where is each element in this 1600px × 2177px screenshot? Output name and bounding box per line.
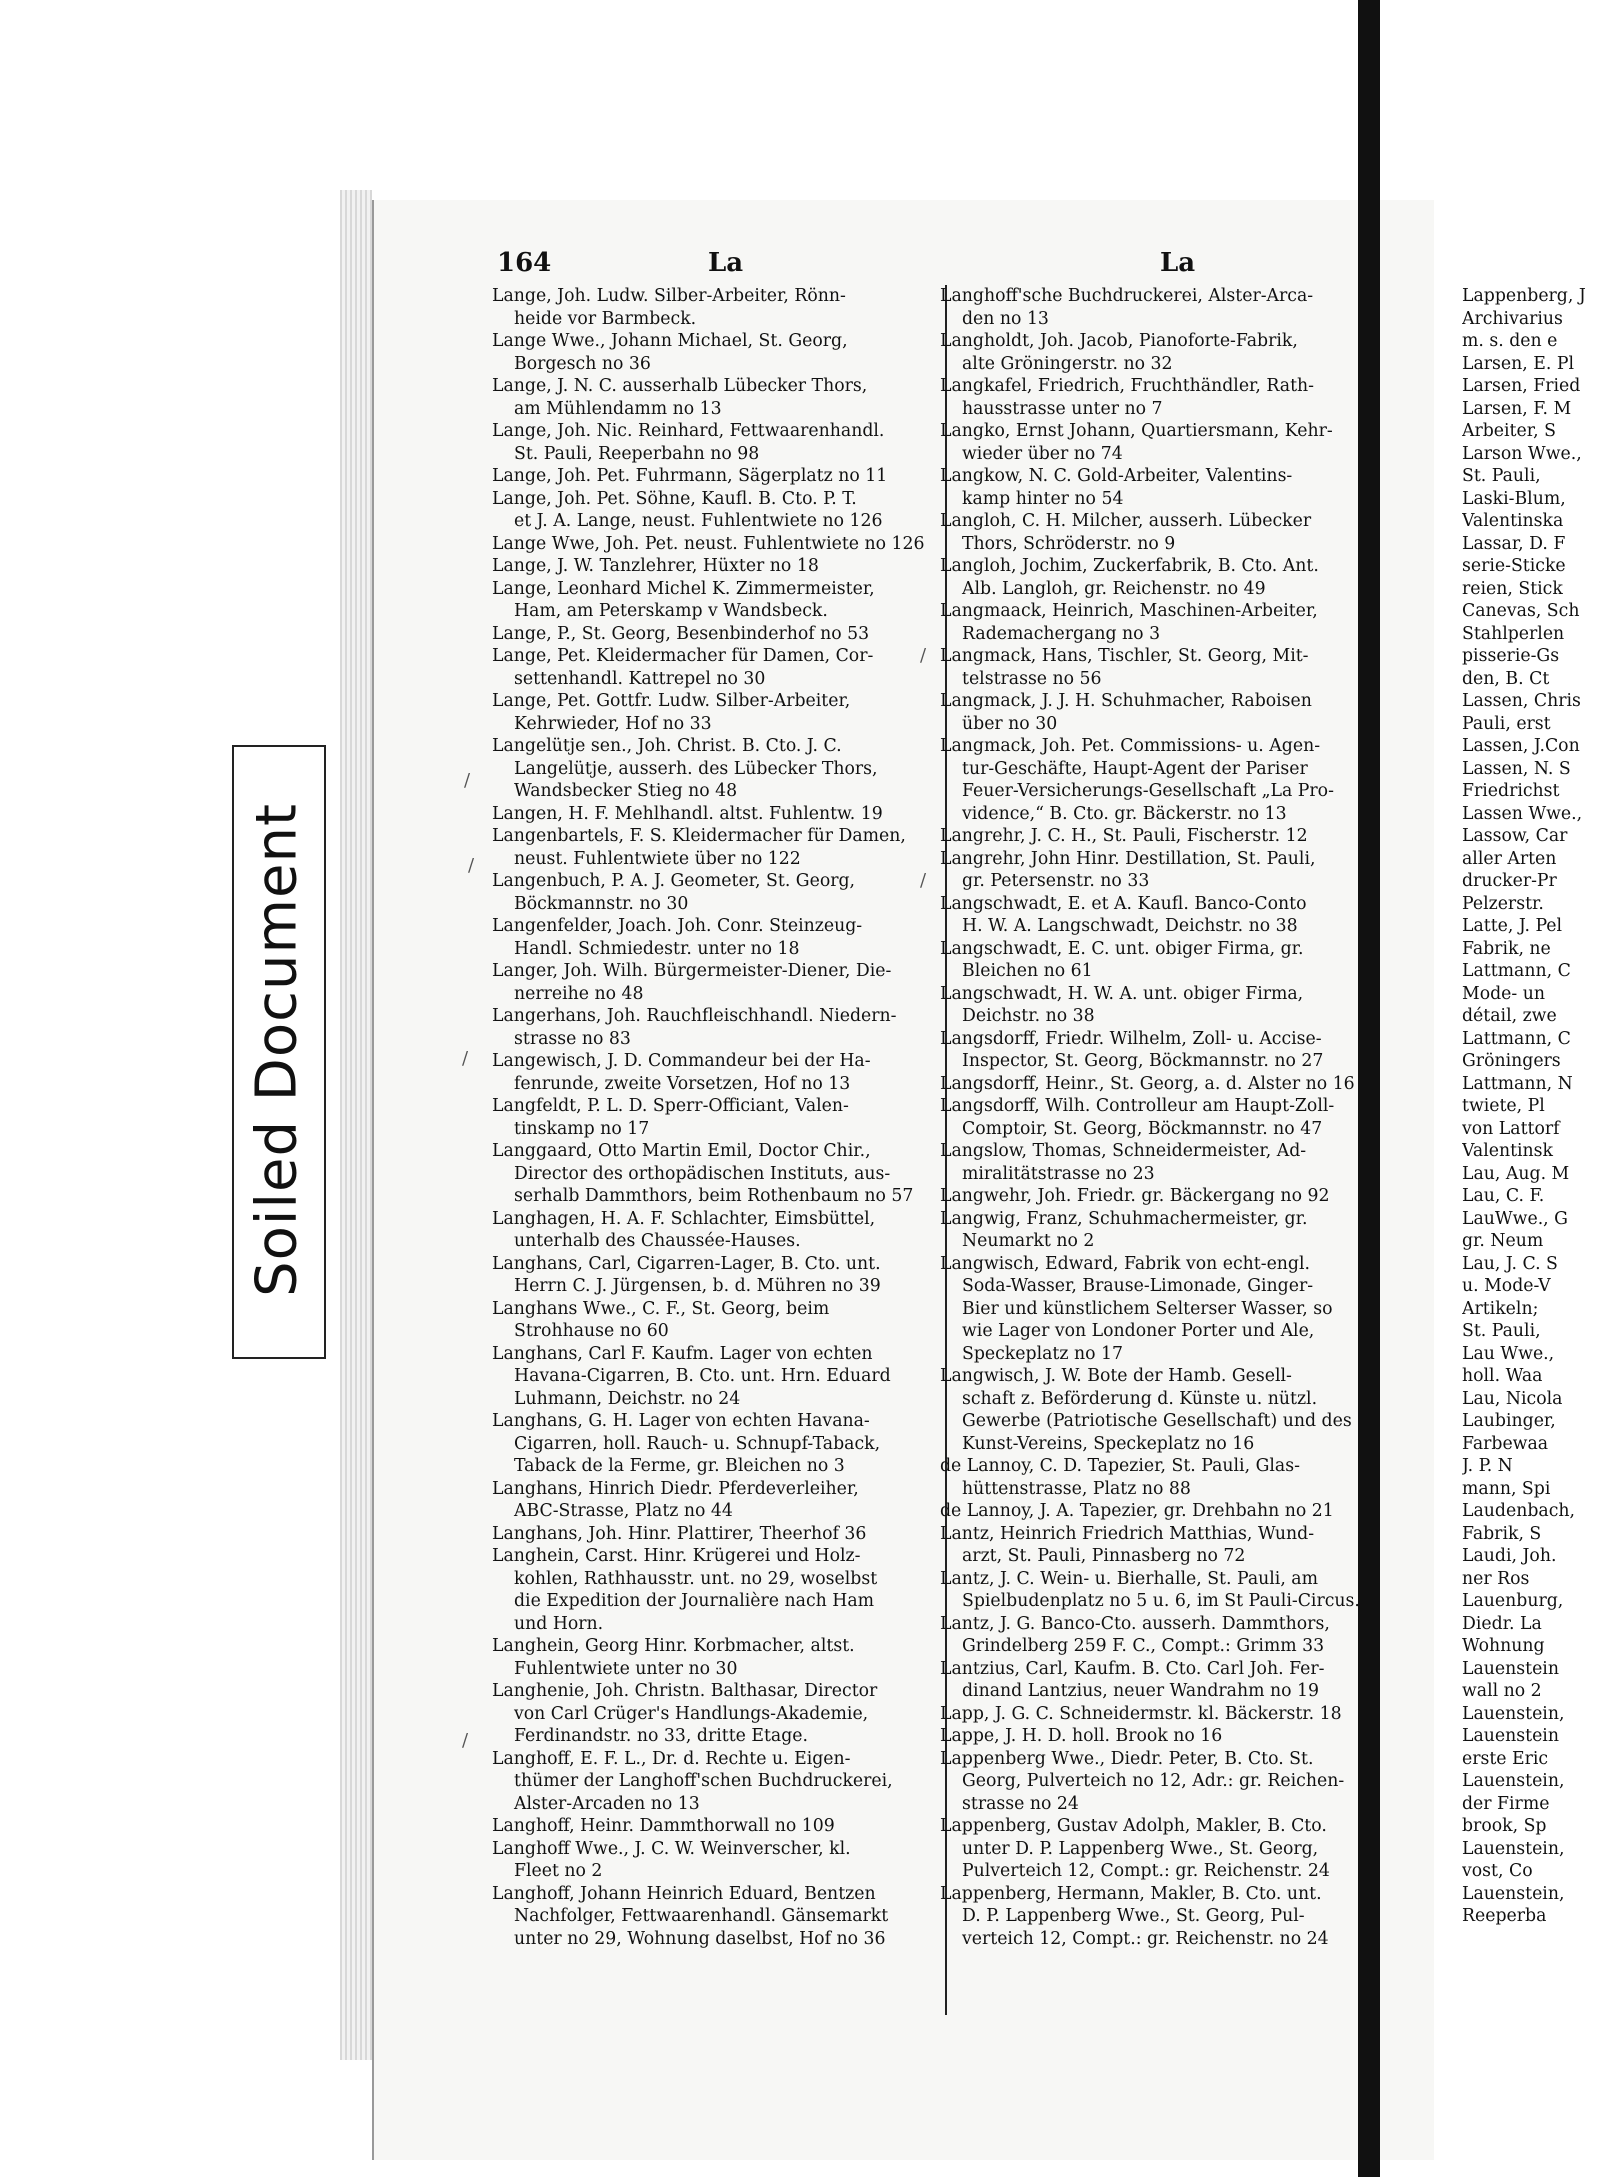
directory-line: Langschwadt, H. W. A. unt. obiger Firma,	[940, 983, 1304, 1004]
next-page-line: Lassen, J.Con	[1462, 736, 1580, 756]
directory-line: nerreihe no 48	[514, 983, 644, 1004]
directory-line: Deichstr. no 38	[962, 1006, 1095, 1026]
directory-line: dinand Lantzius, neuer Wandrahm no 19	[962, 1681, 1319, 1701]
directory-line: Georg, Pulverteich no 12, Adr.: gr. Reichen-	[962, 1771, 1345, 1791]
directory-line: unterhalb des Chaussée-Hauses.	[514, 1231, 801, 1251]
next-page-line: Archivarius	[1462, 308, 1563, 329]
directory-line: Lappenberg, Hermann, Makler, B. Cto. unt.	[940, 1883, 1322, 1904]
next-page-line: der Firme	[1462, 1793, 1550, 1814]
directory-line: Lange, Joh. Pet. Fuhrmann, Sägerplatz no 11	[492, 466, 888, 486]
next-page-line: gr. Neum	[1462, 1231, 1544, 1251]
directory-line: Lapp, J. G. C. Schneidermstr. kl. Bäckerstr. 18	[940, 1703, 1342, 1724]
directory-line: Langholdt, Joh. Jacob, Pianoforte-Fabrik,	[940, 331, 1298, 351]
directory-line: hüttenstrasse, Platz no 88	[962, 1478, 1191, 1499]
directory-line: Lappe, J. H. D. holl. Brook no 16	[940, 1726, 1223, 1746]
directory-line: Kehrwieder, Hof no 33	[514, 713, 712, 734]
directory-line: Pulverteich 12, Compt.: gr. Reichenstr. 24	[962, 1861, 1330, 1881]
directory-line: Langhoff, Heinr. Dammthorwall no 109	[492, 1816, 835, 1836]
next-page-line: den, B. Ct	[1462, 668, 1550, 689]
directory-line: Langenfelder, Joach. Joh. Conr. Steinzeug-	[492, 916, 863, 936]
directory-line: tur-Geschäfte, Haupt-Agent der Pariser	[962, 758, 1308, 779]
directory-line: Herrn C. J. Jürgensen, b. d. Mühren no 39	[514, 1276, 881, 1296]
directory-line: Langsdorff, Wilh. Controlleur am Haupt-Zoll-	[940, 1096, 1335, 1116]
directory-line: Lange Wwe., Johann Michael, St. Georg,	[492, 331, 848, 351]
next-page-line: Lauenstein,	[1462, 1883, 1565, 1904]
directory-line: Comptoir, St. Georg, Böckmannstr. no 47	[962, 1118, 1323, 1139]
next-page-line: Reeperba	[1462, 1906, 1547, 1926]
directory-line: Langhein, Georg Hinr. Korbmacher, altst.	[492, 1636, 855, 1656]
directory-line: Grindelberg 259 F. C., Compt.: Grimm 33	[962, 1636, 1325, 1656]
next-page-column	[1462, 285, 1600, 1928]
directory-line: Taback de la Ferme, gr. Bleichen no 3	[514, 1456, 845, 1476]
directory-line: fenrunde, zweite Vorsetzen, Hof no 13	[514, 1073, 851, 1094]
next-page-line: Lau, Nicola	[1462, 1388, 1563, 1409]
directory-line: Soda-Wasser, Brause-Limonade, Ginger-	[962, 1276, 1314, 1296]
next-page-line: Artikeln;	[1462, 1298, 1539, 1319]
directory-line: Strohhause no 60	[514, 1321, 669, 1341]
directory-line: gr. Petersenstr. no 33	[962, 871, 1150, 891]
directory-line: Lantzius, Carl, Kaufm. B. Cto. Carl Joh. Fer-	[940, 1658, 1325, 1679]
directory-line: Fleet no 2	[514, 1861, 603, 1881]
next-page-line: m. s. den e	[1462, 331, 1558, 351]
directory-line: Alster-Arcaden no 13	[514, 1793, 700, 1814]
next-page-line: Lauenstein,	[1462, 1838, 1565, 1859]
directory-line: Langerhans, Joh. Rauchfleischhandl. Niedern-	[492, 1006, 897, 1026]
directory-line: Langhans, G. H. Lager von echten Havana-	[492, 1411, 870, 1431]
directory-line: Lange, Pet. Gottfr. Ludw. Silber-Arbeiter,	[492, 691, 851, 711]
directory-line: Bleichen no 61	[962, 961, 1093, 981]
next-page-line: Laudenbach,	[1462, 1501, 1575, 1521]
directory-line: telstrasse no 56	[962, 668, 1102, 689]
next-page-line: wall no 2	[1462, 1681, 1542, 1701]
directory-line: Langhans Wwe., C. F., St. Georg, beim	[492, 1298, 830, 1319]
next-page-line: Laski-Blum,	[1462, 488, 1566, 509]
next-page-line: Fabrik, S	[1462, 1523, 1542, 1544]
directory-line: Lantz, Heinrich Friedrich Matthias, Wund-	[940, 1523, 1315, 1544]
next-page-line: Fabrik, ne	[1462, 938, 1551, 959]
next-page-line: Lassen Wwe.,	[1462, 803, 1583, 824]
next-page-line: St. Pauli,	[1462, 1321, 1541, 1341]
directory-line: Langer, Joh. Wilh. Bürgermeister-Diener, Die-	[492, 961, 892, 981]
directory-line: über no 30	[962, 713, 1058, 734]
next-page-line: Lauenstein	[1462, 1658, 1559, 1679]
directory-line: et J. A. Lange, neust. Fuhlentwiete no 126	[514, 511, 883, 531]
directory-line: Lange, Pet. Kleidermacher für Damen, Cor-	[492, 646, 874, 666]
directory-line: D. P. Lappenberg Wwe., St. Georg, Pul-	[962, 1906, 1305, 1926]
directory-line: Langhoff'sche Buchdruckerei, Alster-Arca-	[940, 286, 1314, 306]
directory-line: Lange, Joh. Nic. Reinhard, Fettwaarenhandl.	[492, 421, 885, 441]
directory-line: strasse no 24	[962, 1793, 1079, 1814]
directory-line: Lange, P., St. Georg, Besenbinderhof no 53	[492, 623, 870, 644]
next-page-line: Wohnung	[1462, 1636, 1545, 1656]
directory-line: vidence,“ B. Cto. gr. Bäckerstr. no 13	[962, 803, 1287, 824]
directory-line: Langkow, N. C. Gold-Arbeiter, Valentins-	[940, 466, 1293, 486]
directory-line: wieder über no 74	[962, 443, 1123, 464]
directory-line: Borgesch no 36	[514, 353, 651, 374]
left-heading: La	[708, 248, 744, 278]
directory-line: alte Gröningerstr. no 32	[962, 353, 1173, 374]
directory-line: kamp hinter no 54	[962, 488, 1124, 509]
directory-line: Neumarkt no 2	[962, 1231, 1095, 1251]
directory-line: Langschwadt, E. C. unt. obiger Firma, gr.	[940, 938, 1304, 959]
directory-line: Ham, am Peterskamp v Wandsbeck.	[514, 601, 828, 621]
next-page-line: Lau, J. C. S	[1462, 1253, 1558, 1274]
directory-line: schaft z. Beförderung d. Künste u. nützl.	[962, 1388, 1318, 1409]
directory-line: die Expedition der Journalière nach Ham	[514, 1591, 875, 1611]
page-number: 164	[497, 248, 552, 278]
directory-line: Langwehr, Joh. Friedr. gr. Bäckergang no 92	[940, 1186, 1330, 1206]
next-page-line: Lauenburg,	[1462, 1591, 1564, 1611]
next-page-line: Larsen, F. M	[1462, 398, 1572, 419]
directory-line: Langrehr, J. C. H., St. Pauli, Fischerstr. 12	[940, 826, 1308, 846]
directory-line: Lantz, J. C. Wein- u. Bierhalle, St. Pauli, am	[940, 1568, 1318, 1589]
margin-mark: /	[464, 770, 471, 791]
margin-mark: /	[920, 645, 927, 666]
directory-line: Alb. Langloh, gr. Reichenstr. no 49	[962, 578, 1266, 599]
next-page-line: Lau, Aug. M	[1462, 1163, 1570, 1184]
margin-mark: /	[920, 870, 927, 891]
directory-line: Langen, H. F. Mehlhandl. altst. Fuhlentw. 19	[492, 803, 883, 824]
next-page-line: mann, Spi	[1462, 1478, 1551, 1499]
next-page-line: Lauenstein,	[1462, 1771, 1565, 1791]
directory-line: Ferdinandstr. no 33, dritte Etage.	[514, 1726, 809, 1746]
directory-line: Langwisch, Edward, Fabrik von echt-engl.	[940, 1253, 1311, 1274]
directory-line: Speckeplatz no 17	[962, 1343, 1123, 1364]
next-page-line: Stahlperlen	[1462, 623, 1565, 644]
next-page-line: Pauli, erst	[1462, 713, 1551, 734]
next-page-line: Friedrichst	[1462, 781, 1560, 801]
directory-line: Langhans, Joh. Hinr. Plattirer, Theerhof 36	[492, 1523, 867, 1544]
next-page-line: u. Mode-V	[1462, 1276, 1551, 1296]
next-page-line: pisserie-Gs	[1462, 646, 1560, 666]
directory-line: den no 13	[962, 308, 1049, 329]
directory-line: Kunst-Vereins, Speckeplatz no 16	[962, 1433, 1255, 1454]
directory-line: von Carl Crüger's Handlungs-Akademie,	[514, 1703, 869, 1724]
next-page-line: Lattmann, N	[1462, 1073, 1573, 1094]
directory-line: Langko, Ernst Johann, Quartiersmann, Kehr-	[940, 421, 1333, 441]
directory-line: Langenbuch, P. A. J. Geometer, St. Georg,	[492, 871, 856, 891]
directory-line: Handl. Schmiedestr. unter no 18	[514, 938, 800, 959]
next-page-line: Lappenberg, J	[1462, 286, 1586, 306]
soiled-document-label: Soiled Document	[244, 803, 310, 1297]
directory-line: ABC-Strasse, Platz no 44	[514, 1501, 733, 1521]
book-spine	[340, 190, 372, 2060]
directory-line: Lange, Joh. Pet. Söhne, Kaufl. B. Cto. P. T.	[492, 488, 857, 509]
directory-line: thümer der Langhoff'schen Buchdruckerei,	[514, 1771, 893, 1791]
next-page-line: Diedr. La	[1462, 1613, 1542, 1634]
directory-line: neust. Fuhlentwiete über no 122	[514, 848, 801, 869]
directory-line: Langhans, Carl F. Kaufm. Lager von echten	[492, 1343, 873, 1364]
margin-mark: /	[468, 855, 475, 876]
directory-line: Langschwadt, E. et A. Kaufl. Banco-Conto	[940, 893, 1307, 914]
directory-line: Lange Wwe, Joh. Pet. neust. Fuhlentwiete no 126	[492, 533, 925, 554]
next-page-line: Lau Wwe.,	[1462, 1343, 1555, 1364]
directory-line: Langhenie, Joh. Christn. Balthasar, Director	[492, 1681, 878, 1701]
next-page-line: Laubinger,	[1462, 1411, 1556, 1431]
directory-line: miralitätstrasse no 23	[962, 1163, 1155, 1184]
directory-line: Langhoff, Johann Heinrich Eduard, Bentzen	[492, 1883, 876, 1904]
directory-line: de Lannoy, J. A. Tapezier, gr. Drehbahn no 21	[940, 1501, 1334, 1521]
next-page-line: détail, zwe	[1462, 1006, 1557, 1026]
directory-line: settenhandl. Kattrepel no 30	[514, 668, 766, 689]
next-page-line: Valentinska	[1462, 511, 1564, 531]
directory-line: Havana-Cigarren, B. Cto. unt. Hrn. Eduard	[514, 1366, 891, 1386]
next-page-line: Larson Wwe.,	[1462, 443, 1582, 464]
directory-line: H. W. A. Langschwadt, Deichstr. no 38	[962, 916, 1298, 936]
directory-line: Director des orthopädischen Instituts, aus-	[514, 1163, 891, 1184]
directory-line: Lange, J. W. Tanzlehrer, Hüxter no 18	[492, 556, 819, 576]
directory-line: Langhans, Hinrich Diedr. Pferdeverleiher,	[492, 1478, 859, 1499]
directory-line: verteich 12, Compt.: gr. Reichenstr. no 24	[962, 1928, 1329, 1949]
directory-line: Langmack, Joh. Pet. Commissions- u. Agen-	[940, 736, 1321, 756]
directory-line: tinskamp no 17	[514, 1118, 650, 1139]
directory-line: Lappenberg Wwe., Diedr. Peter, B. Cto. St.	[940, 1748, 1314, 1769]
directory-line: Bier und künstlichem Selterser Wasser, so	[962, 1298, 1333, 1319]
next-page-line: Lauenstein,	[1462, 1703, 1565, 1724]
directory-line: Langmack, Hans, Tischler, St. Georg, Mit-	[940, 646, 1309, 666]
directory-line: Langhoff Wwe., J. C. W. Weinverscher, kl.	[492, 1838, 851, 1859]
next-page-line: St. Pauli,	[1462, 466, 1541, 486]
directory-line: Lange, Joh. Ludw. Silber-Arbeiter, Rönn-	[492, 286, 846, 306]
next-page-line: Lassar, D. F	[1462, 533, 1566, 554]
directory-line: Lange, J. N. C. ausserhalb Lübecker Thors,	[492, 376, 868, 396]
next-page-line: Latte, J. Pel	[1462, 916, 1563, 936]
next-page-line: vost, Co	[1462, 1861, 1533, 1881]
next-page-line: Lassen, Chris	[1462, 691, 1581, 711]
directory-line: Rademachergang no 3	[962, 623, 1161, 644]
left-column	[492, 285, 942, 1950]
next-page-line: serie-Sticke	[1462, 556, 1566, 576]
next-page-line: Lau, C. F.	[1462, 1186, 1545, 1206]
directory-line: Langhoff, E. F. L., Dr. d. Rechte u. Eigen-	[492, 1748, 851, 1769]
directory-line: strasse no 83	[514, 1028, 631, 1049]
directory-line: Langewisch, J. D. Commandeur bei der Ha-	[492, 1051, 871, 1071]
next-page-line: ner Ros	[1462, 1568, 1530, 1589]
directory-line: Langhein, Carst. Hinr. Krügerei und Holz-	[492, 1546, 861, 1566]
next-page-line: Pelzerstr.	[1462, 893, 1544, 914]
right-heading: La	[1160, 248, 1196, 278]
next-page-line: brook, Sp	[1462, 1816, 1547, 1836]
next-page-line: LauWwe., G	[1462, 1208, 1568, 1229]
next-page-line: Lassow, Car	[1462, 826, 1568, 846]
next-page-line: drucker-Pr	[1462, 871, 1557, 891]
directory-line: Langmack, J. J. H. Schuhmacher, Raboisen	[940, 691, 1312, 711]
next-page-line: Larsen, E. Pl	[1462, 353, 1575, 374]
directory-line: Cigarren, holl. Rauch- u. Schnupf-Taback,	[514, 1433, 881, 1454]
directory-line: am Mühlendamm no 13	[514, 398, 722, 419]
directory-line: Lange, Leonhard Michel K. Zimmermeister,	[492, 578, 875, 599]
directory-line: unter no 29, Wohnung daselbst, Hof no 36	[514, 1928, 886, 1949]
directory-line: arzt, St. Pauli, Pinnasberg no 72	[962, 1546, 1246, 1566]
directory-line: Langhagen, H. A. F. Schlachter, Eimsbüttel,	[492, 1208, 876, 1229]
next-page-line: Gröningers	[1462, 1051, 1561, 1071]
directory-line: Langelütje, ausserh. des Lübecker Thors,	[514, 758, 878, 779]
directory-line: Langloh, C. H. Milcher, ausserh. Lübecker	[940, 511, 1312, 531]
directory-line: Langhans, Carl, Cigarren-Lager, B. Cto. unt.	[492, 1253, 881, 1274]
directory-line: Langsdorff, Heinr., St. Georg, a. d. Alster no 16	[940, 1073, 1355, 1094]
next-page-line: Farbewaa	[1462, 1433, 1549, 1454]
directory-line: Langwig, Franz, Schuhmachermeister, gr.	[940, 1208, 1308, 1229]
directory-line: Langsdorff, Friedr. Wilhelm, Zoll- u. Accise-	[940, 1028, 1322, 1049]
margin-mark: /	[462, 1730, 469, 1751]
next-page-line: von Lattorf	[1462, 1118, 1560, 1139]
directory-line: Langenbartels, F. S. Kleidermacher für Damen,	[492, 826, 906, 846]
directory-line: Lappenberg, Gustav Adolph, Makler, B. Cto.	[940, 1816, 1327, 1836]
directory-line: Inspector, St. Georg, Böckmannstr. no 27	[962, 1051, 1324, 1071]
next-page-line: Mode- un	[1462, 983, 1545, 1004]
directory-line: wie Lager von Londoner Porter und Ale,	[962, 1321, 1315, 1341]
directory-line: St. Pauli, Reeperbahn no 98	[514, 443, 760, 464]
directory-line: und Horn.	[514, 1613, 604, 1634]
directory-line: Fuhlentwiete unter no 30	[514, 1658, 738, 1679]
directory-line: Luhmann, Deichstr. no 24	[514, 1388, 741, 1409]
directory-line: Böckmannstr. no 30	[514, 893, 689, 914]
directory-line: Spielbudenplatz no 5 u. 6, im St Pauli-Circus.	[962, 1591, 1360, 1611]
directory-line: Lantz, J. G. Banco-Cto. ausserh. Dammthors,	[940, 1613, 1330, 1634]
directory-line: kohlen, Rathhausstr. unt. no 29, woselbst	[514, 1568, 878, 1589]
directory-line: Langwisch, J. W. Bote der Hamb. Gesell-	[940, 1366, 1292, 1386]
next-page-line: Lauenstein	[1462, 1726, 1559, 1746]
directory-line: Langslow, Thomas, Schneidermeister, Ad-	[940, 1141, 1307, 1161]
directory-line: Nachfolger, Fettwaarenhandl. Gänsemarkt	[514, 1906, 889, 1926]
next-page-line: Valentinsk	[1462, 1141, 1554, 1161]
next-page-line: erste Eric	[1462, 1748, 1549, 1769]
directory-line: Langkafel, Friedrich, Fruchthändler, Rath-	[940, 376, 1315, 396]
next-page-line: Lattmann, C	[1462, 1028, 1571, 1049]
next-page-line: Canevas, Sch	[1462, 601, 1580, 621]
margin-mark: /	[462, 1048, 469, 1069]
directory-line: Langgaard, Otto Martin Emil, Doctor Chir.,	[492, 1141, 871, 1161]
directory-line: heide vor Barmbeck.	[514, 308, 697, 329]
directory-line: Feuer-Versicherungs-Gesellschaft „La Pro-	[962, 781, 1334, 801]
directory-line: hausstrasse unter no 7	[962, 398, 1163, 419]
directory-line: Langfeldt, P. L. D. Sperr-Officiant, Valen-	[492, 1096, 849, 1116]
next-page-line: Larsen, Fried	[1462, 376, 1581, 396]
directory-line: Thors, Schröderstr. no 9	[962, 533, 1176, 554]
directory-line: Gewerbe (Patriotische Gesellschaft) und des	[962, 1411, 1352, 1431]
next-page-line: Lattmann, C	[1462, 961, 1571, 981]
next-page-line: J. P. N	[1462, 1456, 1513, 1476]
directory-line: Langmaack, Heinrich, Maschinen-Arbeiter,	[940, 601, 1318, 621]
directory-line: de Lannoy, C. D. Tapezier, St. Pauli, Glas-	[940, 1456, 1300, 1476]
next-page-line: Arbeiter, S	[1462, 421, 1556, 441]
next-page-line: twiete, Pl	[1462, 1096, 1545, 1116]
directory-line: Langelütje sen., Joh. Christ. B. Cto. J. C.	[492, 736, 842, 756]
right-column	[940, 285, 1390, 1950]
next-page-line: Laudi, Joh.	[1462, 1546, 1557, 1566]
next-page-line: holl. Waa	[1462, 1366, 1543, 1386]
next-page-line: reien, Stick	[1462, 578, 1563, 599]
next-page-line: aller Arten	[1462, 848, 1557, 869]
next-page-line: Lassen, N. S	[1462, 758, 1571, 779]
directory-line: Langrehr, John Hinr. Destillation, St. Pauli,	[940, 848, 1316, 869]
directory-line: Langloh, Jochim, Zuckerfabrik, B. Cto. Ant.	[940, 556, 1319, 576]
directory-line: unter D. P. Lappenberg Wwe., St. Georg,	[962, 1838, 1319, 1859]
directory-line: Wandsbecker Stieg no 48	[514, 781, 738, 801]
directory-line: serhalb Dammthors, beim Rothenbaum no 57	[514, 1186, 914, 1206]
